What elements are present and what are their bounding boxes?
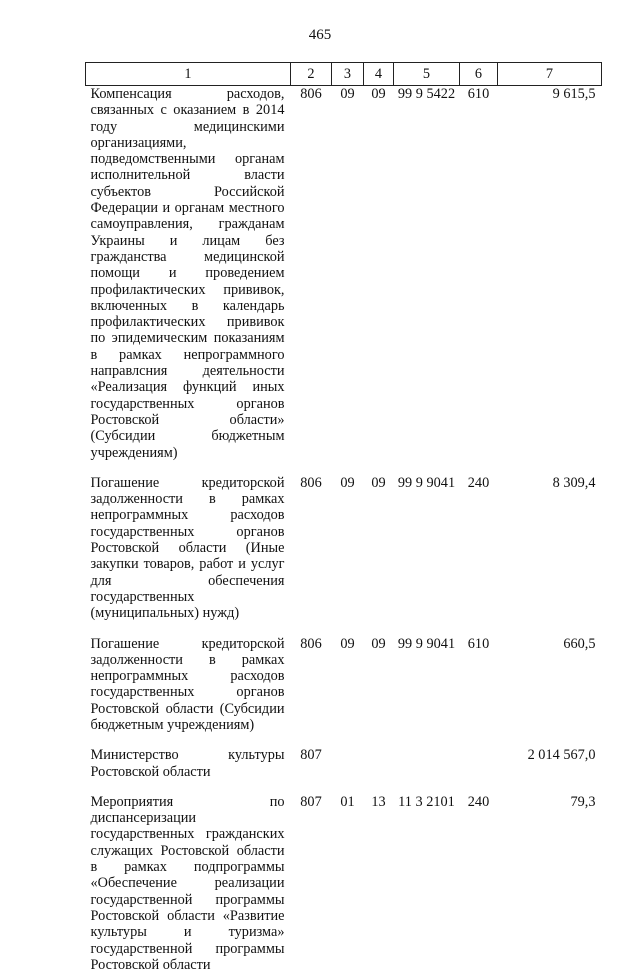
row-expense-type-code: 610 (467, 635, 490, 652)
row-ministry-code: 806 (300, 474, 322, 491)
row-amount: 9 615,5 (552, 86, 596, 102)
row-subsection-code: 09 (371, 635, 386, 652)
row-ministry-code: 806 (300, 86, 322, 102)
row-description: Погашение кредиторской задолженности в рамках непрограммных расходов государственных органов Ростовской области (Иные закупки товаров, работ и услуг для обеспечения государственных (муниципальных) нужд) (90, 474, 285, 622)
column-header-6: 6 (460, 63, 498, 86)
row-expense-type-code: 240 (467, 474, 490, 491)
row-description: Погашение кредиторской задолженности в рамках непрограммных расходов государственных органов Ростовской области (Субсидии бюджетным учреждениям) (90, 635, 285, 733)
row-section-code: 09 (340, 635, 355, 652)
table-row (86, 636, 602, 748)
column-header-5: 5 (394, 63, 460, 86)
row-expense-type-code: 610 (467, 86, 490, 102)
row-target-code: 99 9 5422 (397, 86, 456, 102)
row-subsection-code (364, 747, 394, 794)
table-row (86, 794, 602, 973)
row-amount: 79,3 (570, 793, 596, 810)
column-header-2: 2 (291, 63, 332, 86)
table-row (86, 747, 602, 794)
row-target-code: 11 3 2101 (398, 793, 455, 810)
row-target-code: 99 9 9041 (397, 474, 456, 491)
table-row (86, 86, 602, 475)
row-expense-type-code (460, 747, 498, 794)
row-subsection-code: 13 (371, 793, 386, 810)
column-header-row (86, 63, 602, 86)
budget-table (85, 62, 602, 973)
row-description: Компенсация расходов, связанных с оказанием в 2014 году медицинскими организациями, подведомственными органам исполнительной власти субъектов Российской Федерации и органам местного самоуправления, гражданам Украины и лицам без гражданства медицинской помощи и проведением профилактических прививок, включенных в календарь профилактических прививок по эпидемическим показаниям в рамках непрограммного направлсния деятельности «Реализация функций иных государственных органов Ростовской области» (Субсидии бюджетным учреждениям) (90, 86, 285, 461)
row-subsection-code: 09 (371, 86, 386, 102)
row-section-code: 01 (340, 793, 355, 810)
page-number: 465 (308, 27, 332, 43)
row-section-code: 09 (340, 474, 355, 491)
row-section-code: 09 (340, 86, 355, 102)
row-ministry-code: 807 (300, 747, 322, 764)
table-row (86, 475, 602, 636)
row-target-code (394, 747, 460, 794)
column-header-4: 4 (364, 63, 394, 86)
row-amount: 2 014 567,0 (527, 747, 596, 764)
column-header-3: 3 (332, 63, 364, 86)
row-amount: 660,5 (563, 635, 596, 652)
row-ministry-code: 807 (300, 793, 322, 810)
row-ministry-code: 806 (300, 635, 322, 652)
row-expense-type-code: 240 (467, 793, 490, 810)
row-section-code (332, 747, 364, 794)
row-description: Мероприятия по диспансеризации государственных гражданских служащих Ростовской области в рамках подпрограммы «Обеспечение реализации государственной программы Ростовской области «Развитие культуры и туризма» государственной программы Ростовской области (90, 793, 285, 973)
row-subsection-code: 09 (371, 474, 386, 491)
row-amount: 8 309,4 (552, 474, 596, 491)
row-target-code: 99 9 9041 (397, 635, 456, 652)
row-description: Министерство культуры Ростовской области (90, 747, 285, 780)
column-header-1: 1 (86, 63, 291, 86)
column-header-7: 7 (498, 63, 602, 86)
